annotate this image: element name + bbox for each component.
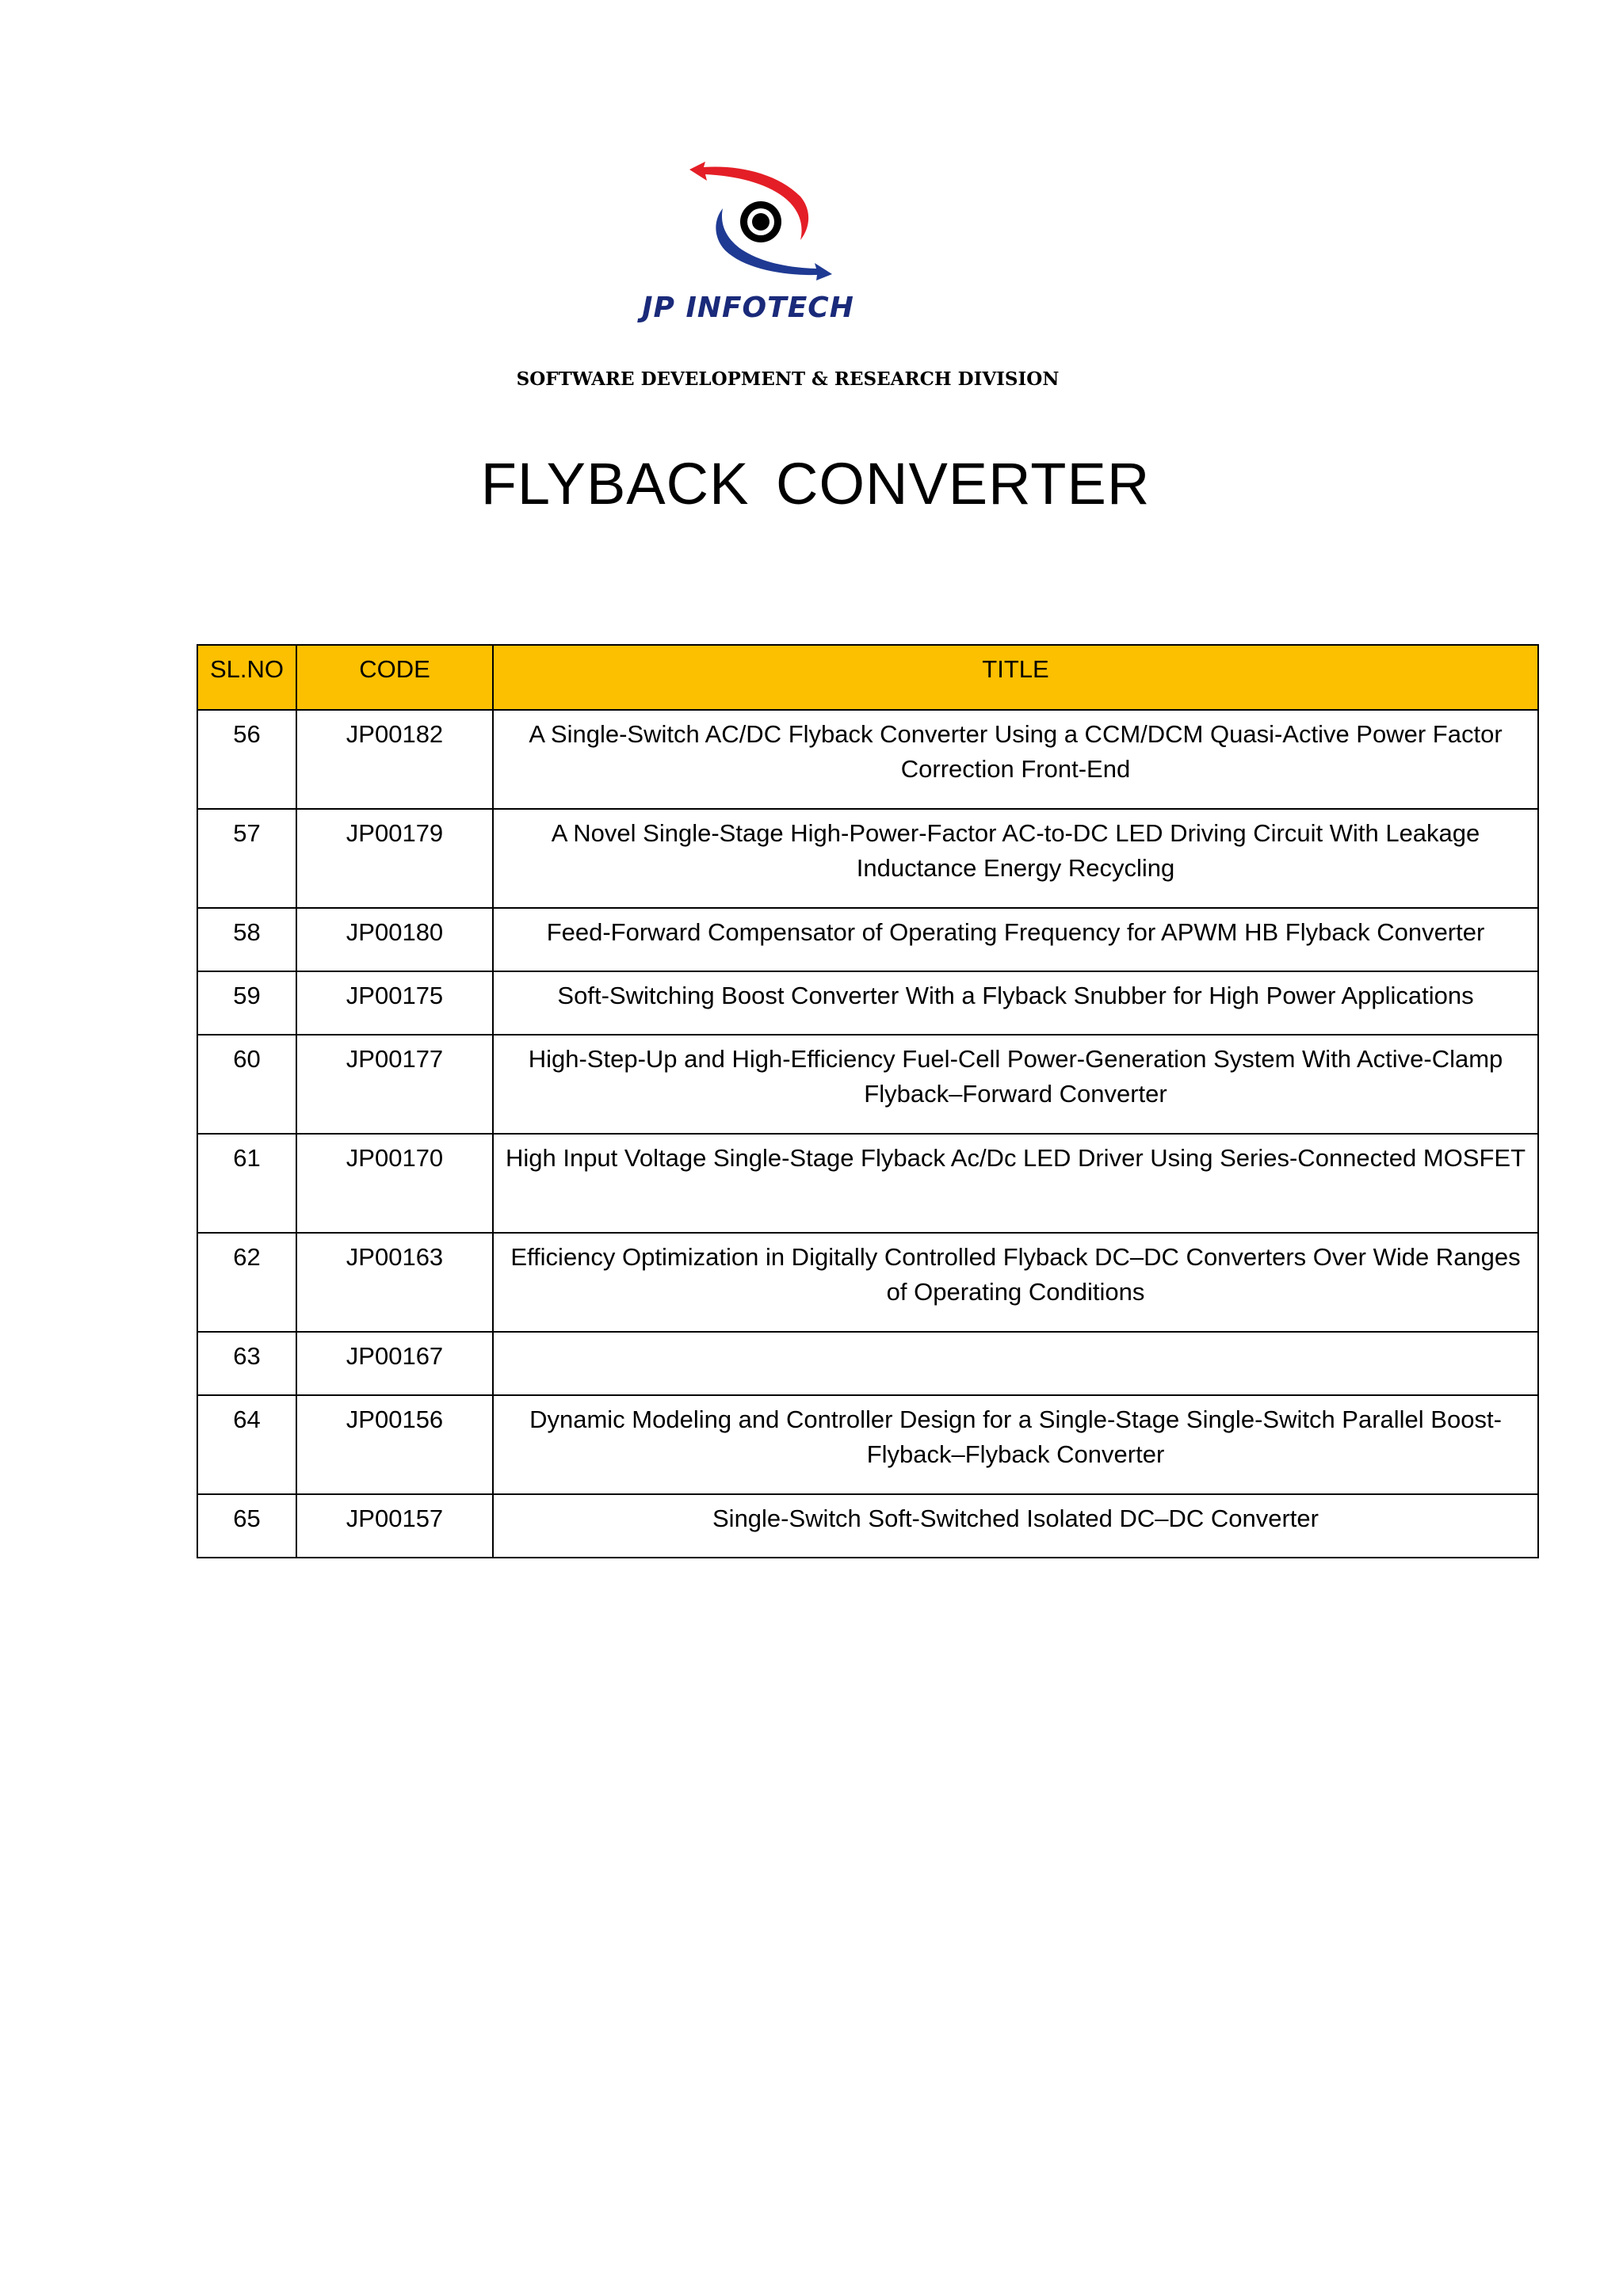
cell-title: Feed-Forward Compensator of Operating Frequency for APWM HB Flyback Converter (493, 908, 1538, 971)
cell-slno: 57 (197, 809, 296, 908)
cell-code: JP00170 (296, 1134, 493, 1233)
cell-code: JP00156 (296, 1395, 493, 1494)
cell-title (493, 1332, 1538, 1395)
cell-slno: 58 (197, 908, 296, 971)
table-row (197, 1494, 1538, 1558)
table-header-row (197, 645, 1538, 710)
cell-code: JP00179 (296, 809, 493, 908)
cell-slno: 56 (197, 710, 296, 809)
table-row (197, 1332, 1538, 1395)
cell-code: JP00163 (296, 1233, 493, 1332)
cell-code: JP00175 (296, 971, 493, 1035)
table-row (197, 1233, 1538, 1332)
cell-slno: 63 (197, 1332, 296, 1395)
cell-slno: 62 (197, 1233, 296, 1332)
column-header-title: TITLE (493, 645, 1538, 710)
cell-slno: 61 (197, 1134, 296, 1233)
table-row (197, 1035, 1538, 1134)
page-title: FLYBACK CONVERTER (480, 451, 1151, 517)
division-subtitle: SOFTWARE DEVELOPMENT & RESEARCH DIVISION (516, 368, 1060, 390)
cell-code: JP00180 (296, 908, 493, 971)
company-name: JP INFOTECH (642, 292, 854, 324)
cell-code: JP00157 (296, 1494, 493, 1558)
cell-title: High-Step-Up and High-Efficiency Fuel-Cell Power-Generation System With Active-Clamp Flyback–Forward Converter (493, 1035, 1538, 1134)
table-row (197, 1134, 1538, 1233)
table-row (197, 1395, 1538, 1494)
table-row (197, 710, 1538, 809)
cell-title: A Novel Single-Stage High-Power-Factor AC-to-DC LED Driving Circuit With Leakage Inductance Energy Recycling (493, 809, 1538, 908)
cell-slno: 59 (197, 971, 296, 1035)
cell-title: Dynamic Modeling and Controller Design for a Single-Stage Single-Switch Parallel Boost-Flyback–Flyback Converter (493, 1395, 1538, 1494)
cell-title: Soft-Switching Boost Converter With a Flyback Snubber for High Power Applications (493, 971, 1538, 1035)
table-row (197, 809, 1538, 908)
table-row (197, 971, 1538, 1035)
cell-code: JP00167 (296, 1332, 493, 1395)
cell-code: JP00177 (296, 1035, 493, 1134)
table-row (197, 908, 1538, 971)
cell-title: High Input Voltage Single-Stage Flyback Ac/Dc LED Driver Using Series-Connected MOSFET (493, 1134, 1538, 1233)
cell-title: Efficiency Optimization in Digitally Controlled Flyback DC–DC Converters Over Wide Ranges of Operating Conditions (493, 1233, 1538, 1332)
cell-slno: 60 (197, 1035, 296, 1134)
cell-slno: 65 (197, 1494, 296, 1558)
cell-title: A Single-Switch AC/DC Flyback Converter Using a CCM/DCM Quasi-Active Power Factor Correction Front-End (493, 710, 1538, 809)
cell-title: Single-Switch Soft-Switched Isolated DC–DC Converter (493, 1494, 1538, 1558)
jp-infotech-logo-icon (682, 157, 840, 284)
column-header-slno: SL.NO (197, 645, 296, 710)
cell-slno: 64 (197, 1395, 296, 1494)
column-header-code: CODE (296, 645, 493, 710)
projects-table (197, 644, 1539, 1558)
cell-code: JP00182 (296, 710, 493, 809)
